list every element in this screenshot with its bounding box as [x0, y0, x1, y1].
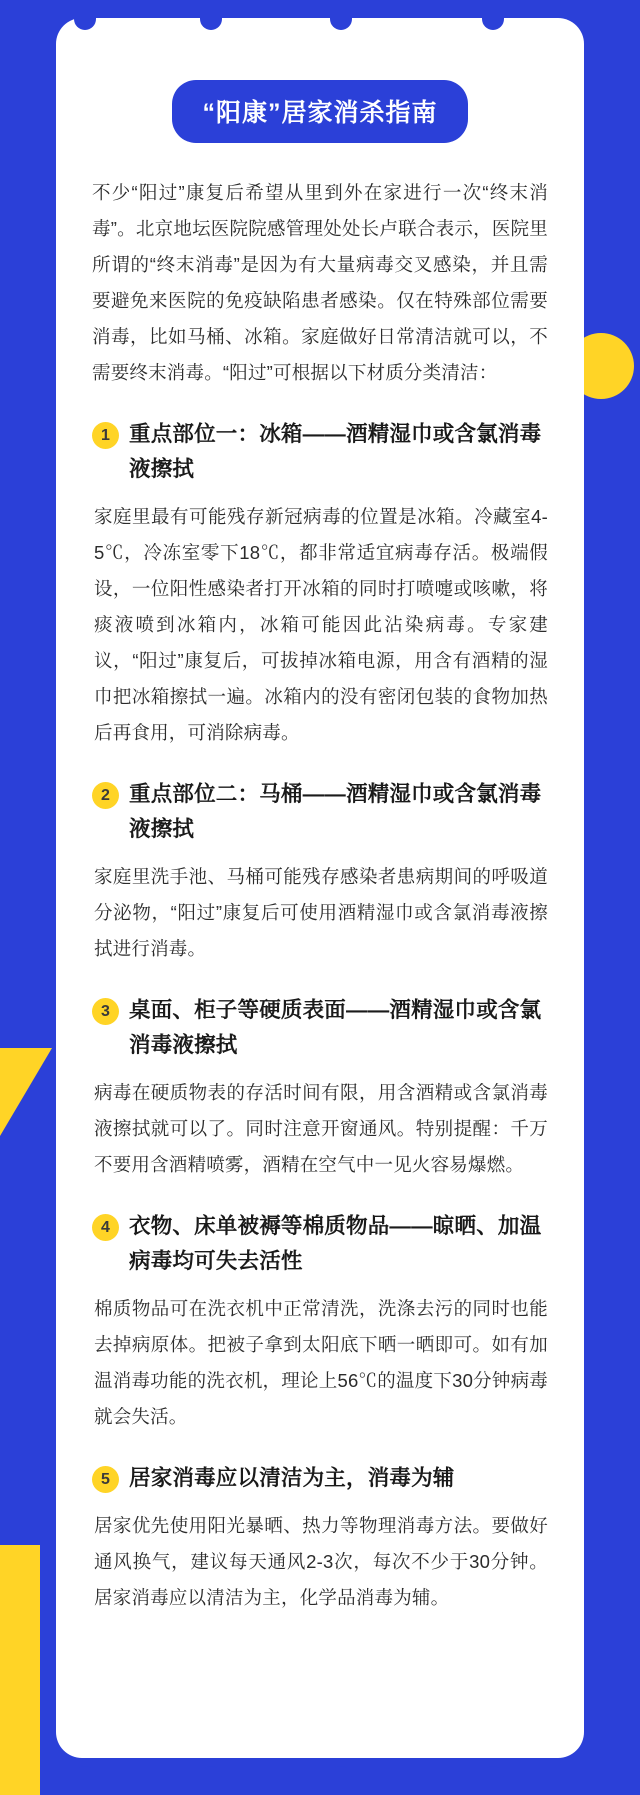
section-5-heading [92, 1461, 548, 1496]
section-1-body: 家庭里最有可能残存新冠病毒的位置是冰箱。冷藏室4-5℃，冷冻室零下18℃，都非常适宜病毒存活。极端假设，一位阳性感染者打开冰箱的同时打喷嚏或咳嗽，将痰液喷到冰箱内，冰箱可能因此沾染病毒。专家建议，“阳过”康复后，可拔掉冰箱电源，用含有酒精的湿巾把冰箱擦拭一遍。冰箱内的没有密闭包装的食物加热后再食用，可消除病毒。 [94, 506, 548, 744]
decorative-corner-bar [0, 1545, 40, 1795]
section-2-number: 2 [92, 782, 119, 809]
section-2-heading [92, 777, 548, 847]
section-5-number: 5 [92, 1466, 119, 1493]
section-4 [92, 1209, 548, 1435]
section-3-heading [92, 993, 548, 1063]
section-2-body: 家庭里洗手池、马桶可能残存感染者患病期间的呼吸道分泌物，“阳过”康复后可使用酒精湿巾或含氯消毒液擦拭进行消毒。 [94, 866, 548, 960]
section-3-number: 3 [92, 998, 119, 1025]
page-title: “阳康”居家消杀指南 [172, 80, 467, 143]
section-3-title: 桌面、柜子等硬质表面——酒精湿巾或含氯消毒液擦拭 [129, 998, 542, 1058]
section-4-title: 衣物、床单被褥等棉质物品——晾晒、加温病毒均可失去活性 [129, 1214, 542, 1273]
decorative-triangle [0, 1048, 52, 1136]
section-1-number: 1 [92, 422, 119, 449]
title-area [56, 18, 584, 143]
section-3-body: 病毒在硬质物表的存活时间有限，用含酒精或含氯消毒液擦拭就可以了。同时注意开窗通风。特别提醒：千万不要用含酒精喷雾，酒精在空气中一见火容易爆燃。 [94, 1081, 548, 1176]
section-2-title: 重点部位二：马桶——酒精湿巾或含氯消毒液擦拭 [129, 782, 542, 842]
section-4-body: 棉质物品可在洗衣机中正常清洗，洗涤去污的同时也能去掉病原体。把被子拿到太阳底下晒一晒即可。如有加温消毒功能的洗衣机，理论上56℃的温度下30分钟病毒就会失活。 [94, 1297, 548, 1427]
section-3 [92, 993, 548, 1183]
article-content [56, 175, 584, 1616]
section-4-number: 4 [92, 1214, 119, 1241]
section-5 [92, 1461, 548, 1616]
article-card [56, 18, 584, 1758]
section-2 [92, 777, 548, 967]
section-1-title: 重点部位一：冰箱——酒精湿巾或含氯消毒液擦拭 [129, 422, 542, 482]
section-5-body: 居家优先使用阳光暴晒、热力等物理消毒方法。要做好通风换气，建议每天通风2-3次，每次不少于30分钟。居家消毒应以清洁为主，化学品消毒为辅。 [94, 1514, 548, 1609]
section-1-heading [92, 417, 548, 487]
section-5-title: 居家消毒应以清洁为主，消毒为辅 [129, 1466, 455, 1491]
notch-bottom-2 [200, 1766, 222, 1778]
intro-paragraph: 不少“阳过”康复后希望从里到外在家进行一次“终末消毒”。北京地坛医院院感管理处处长卢联合表示，医院里所谓的“终末消毒”是因为有大量病毒交叉感染，并且需要避免来医院的免疫缺陷患者感染。仅在特殊部位需要消毒，比如马桶、冰箱。家庭做好日常清洁就可以，不需要终末消毒。“阳过”可根据以下材质分类清洁： [92, 182, 548, 384]
notch-bottom-4 [482, 1766, 504, 1778]
notch-bottom-1 [74, 1766, 96, 1778]
section-4-heading [92, 1209, 548, 1279]
section-1 [92, 417, 548, 751]
notch-bottom-3 [330, 1766, 352, 1778]
